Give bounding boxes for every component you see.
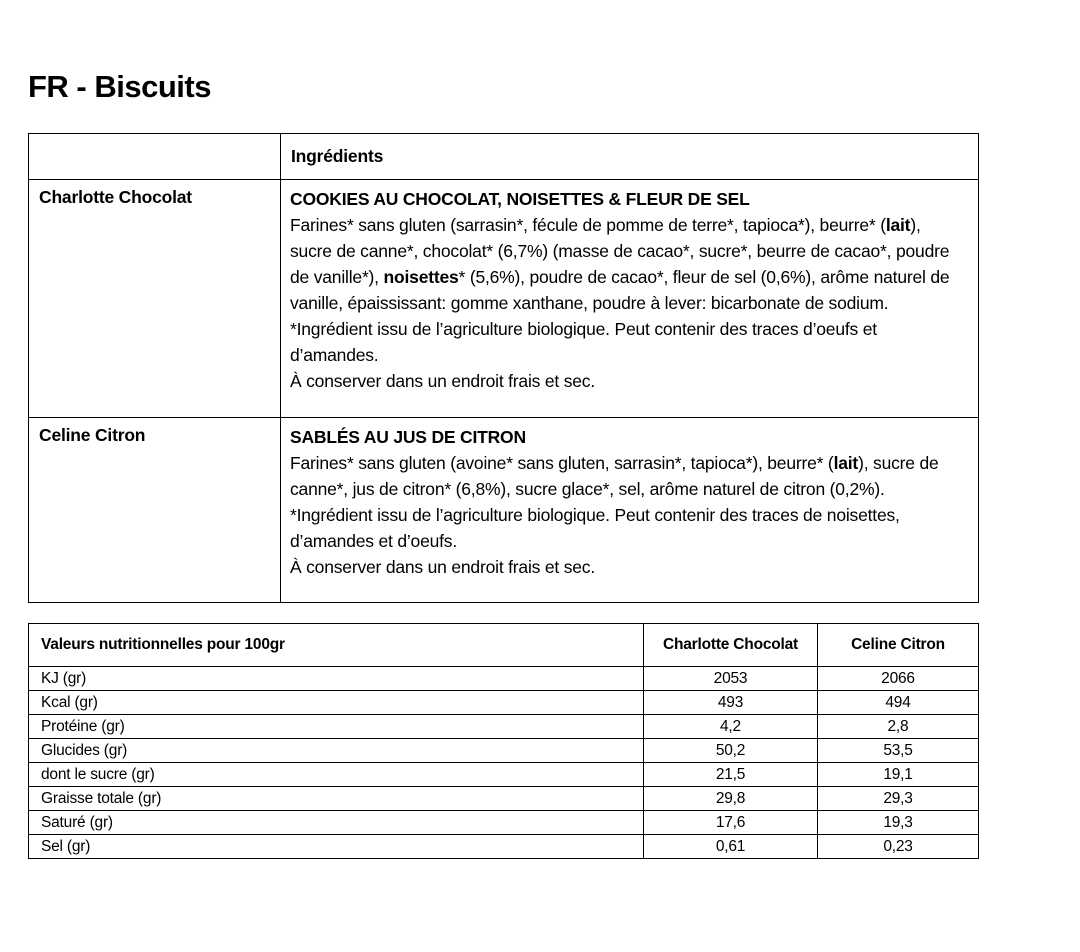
nutrition-value-charlotte: 4,2 (644, 715, 818, 739)
nutrition-value-charlotte: 29,8 (644, 787, 818, 811)
nutrition-value-celine: 29,3 (818, 787, 979, 811)
nutrition-label: Saturé (gr) (29, 811, 644, 835)
ingredients-column-header: Ingrédients (281, 134, 979, 180)
nutrition-value-celine: 494 (818, 691, 979, 715)
nutrition-label: KJ (gr) (29, 667, 644, 691)
product-column-header (29, 134, 281, 180)
nutrition-row (29, 667, 979, 691)
nutrition-label: Graisse totale (gr) (29, 787, 644, 811)
nutrition-value-celine: 2,8 (818, 715, 979, 739)
nutrition-label: Sel (gr) (29, 835, 644, 859)
ingredients-header-row (29, 134, 979, 180)
nutrition-value-celine: 0,23 (818, 835, 979, 859)
nutrition-row (29, 763, 979, 787)
product-name-cell: Celine Citron (29, 418, 281, 603)
nutrition-label: Protéine (gr) (29, 715, 644, 739)
nutrition-value-celine: 19,3 (818, 811, 979, 835)
page-title: FR - Biscuits (28, 69, 211, 104)
ingredients-table-body (29, 180, 979, 603)
ingredient-body-text: Farines* sans gluten (avoine* sans gluten, sarrasin*, tapioca*), beurre* (lait), sucre de canne*, jus de citron* (6,8%), sucre glace*, sel, arôme naturel de citron (0,2%). *Ingrédient issu de l’agriculture biologique. Peut contenir des traces de noisettes, d’amandes et d’oeufs. (290, 453, 939, 551)
nutrition-row (29, 787, 979, 811)
ingredients-table (28, 133, 979, 603)
ingredient-row (29, 418, 979, 603)
nutrition-value-charlotte: 493 (644, 691, 818, 715)
nutrition-label: Kcal (gr) (29, 691, 644, 715)
nutrition-row (29, 811, 979, 835)
nutrition-table-body (29, 667, 979, 859)
ingredient-heading: COOKIES AU CHOCOLAT, NOISETTES & FLEUR DE SEL (290, 189, 750, 209)
nutrition-value-charlotte: 21,5 (644, 763, 818, 787)
nutrition-value-charlotte: 50,2 (644, 739, 818, 763)
storage-note: À conserver dans un endroit frais et sec. (290, 557, 596, 577)
nutrition-value-charlotte: 17,6 (644, 811, 818, 835)
nutrition-title-header: Valeurs nutritionnelles pour 100gr (29, 624, 644, 667)
ingredient-heading: SABLÉS AU JUS DE CITRON (290, 427, 526, 447)
nutrition-row (29, 835, 979, 859)
nutrition-row (29, 739, 979, 763)
nutrition-value-charlotte: 0,61 (644, 835, 818, 859)
nutrition-value-celine: 19,1 (818, 763, 979, 787)
nutrition-table (28, 623, 979, 859)
ingredient-body-text: Farines* sans gluten (sarrasin*, fécule de pomme de terre*, tapioca*), beurre* (lait), sucre de canne*, chocolat* (6,7%) (masse de cacao*, sucre*, beurre de cacao*, poudre de vanille*), noisettes* (5,6%), poudre de cacao*, fleur de sel (0,6%), arôme naturel de vanille, épaississant: gomme xanthane, poudre à lever: bicarbonate de sodium. *Ingrédient issu de l’agriculture biologique. Peut contenir des traces d’oeufs et d’amandes. (290, 215, 950, 365)
nutrition-value-charlotte: 2053 (644, 667, 818, 691)
nutrition-col-header-celine: Celine Citron (818, 624, 979, 667)
nutrition-value-celine: 53,5 (818, 739, 979, 763)
nutrition-header-row (29, 624, 979, 667)
nutrition-row (29, 715, 979, 739)
nutrition-col-header-charlotte: Charlotte Chocolat (644, 624, 818, 667)
storage-note: À conserver dans un endroit frais et sec. (290, 371, 596, 391)
nutrition-label: dont le sucre (gr) (29, 763, 644, 787)
product-name-cell: Charlotte Chocolat (29, 180, 281, 418)
ingredients-cell (281, 180, 979, 418)
nutrition-row (29, 691, 979, 715)
nutrition-label: Glucides (gr) (29, 739, 644, 763)
ingredients-cell (281, 418, 979, 603)
nutrition-value-celine: 2066 (818, 667, 979, 691)
ingredient-row (29, 180, 979, 418)
